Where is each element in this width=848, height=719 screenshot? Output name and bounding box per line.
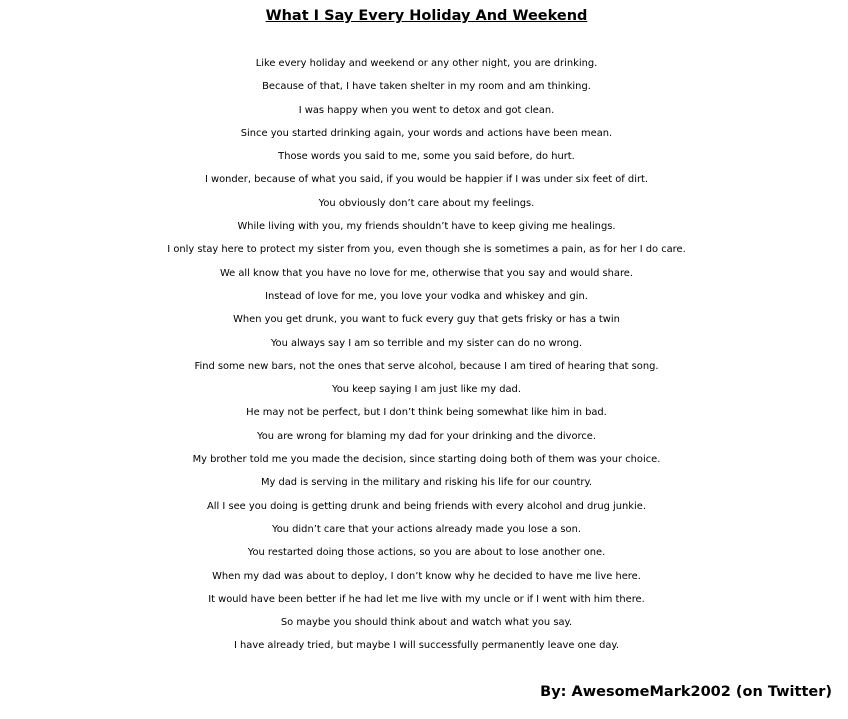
poem-line: Those words you said to me, some you said before, do hurt. — [278, 151, 575, 163]
poem-line: You didn’t care that your actions already made you lose a son. — [272, 523, 581, 535]
poem-line: When my dad was about to deploy, I don’t know why he decided to have me live here. — [212, 570, 641, 582]
author-byline: By: AwesomeMark2002 (on Twitter) — [540, 684, 832, 700]
poem-line: We all know that you have no love for me, otherwise that you say and would share. — [219, 267, 634, 279]
poem-line: You restarted doing those actions, so you are about to lose another one. — [247, 547, 606, 559]
poem-line: All I see you doing is getting drunk and being friends with every alcohol and drug junkie. — [207, 500, 646, 512]
poem-line: Because of that, I have taken shelter in my room and am thinking. — [262, 81, 591, 93]
poem-line: I only stay here to protect my sister from you, even though she is sometimes a pain, as for her I do care. — [167, 244, 686, 256]
poem-line: You obviously don’t care about my feelings. — [318, 197, 535, 209]
poem-line: Instead of love for me, you love your vodka and whiskey and gin. — [265, 290, 588, 302]
poem-line: It would have been better if he had let me live with my uncle or if I went with him there. — [208, 593, 645, 605]
poem-line: You are wrong for blaming my dad for your drinking and the divorce. — [257, 430, 596, 442]
poem-line: I was happy when you went to detox and got clean. — [298, 104, 555, 116]
poem-line: My dad is serving in the military and risking his life for our country. — [260, 477, 593, 489]
poem-line: Since you started drinking again, your words and actions have been mean. — [240, 127, 613, 139]
poem-line: Find some new bars, not the ones that serve alcohol, because I am tired of hearing that song. — [194, 360, 659, 372]
poem-body — [0, 52, 848, 658]
poem-line: You keep saying I am just like my dad. — [332, 384, 521, 396]
poem-line: Like every holiday and weekend or any other night, you are drinking. — [255, 58, 598, 69]
poem-title: What I Say Every Holiday And Weekend — [265, 8, 588, 24]
poem-line: I wonder, because of what you said, if you would be happier if I was under six feet of dirt. — [204, 174, 649, 186]
poem-line: You always say I am so terrible and my sister can do no wrong. — [270, 337, 583, 349]
poem-line: I have already tried, but maybe I will successfully permanently leave one day. — [233, 640, 620, 652]
poem-line: While living with you, my friends shouldn’t have to keep giving me healings. — [237, 221, 616, 233]
poem-line: He may not be perfect, but I don’t think being somewhat like him in bad. — [246, 407, 607, 419]
poem-line: My brother told me you made the decision, since starting doing both of them was your choice. — [192, 454, 661, 466]
poem-line: So maybe you should think about and watch what you say. — [280, 617, 573, 629]
poem-line: When you get drunk, you want to fuck every guy that gets frisky or has a twin — [233, 314, 620, 326]
